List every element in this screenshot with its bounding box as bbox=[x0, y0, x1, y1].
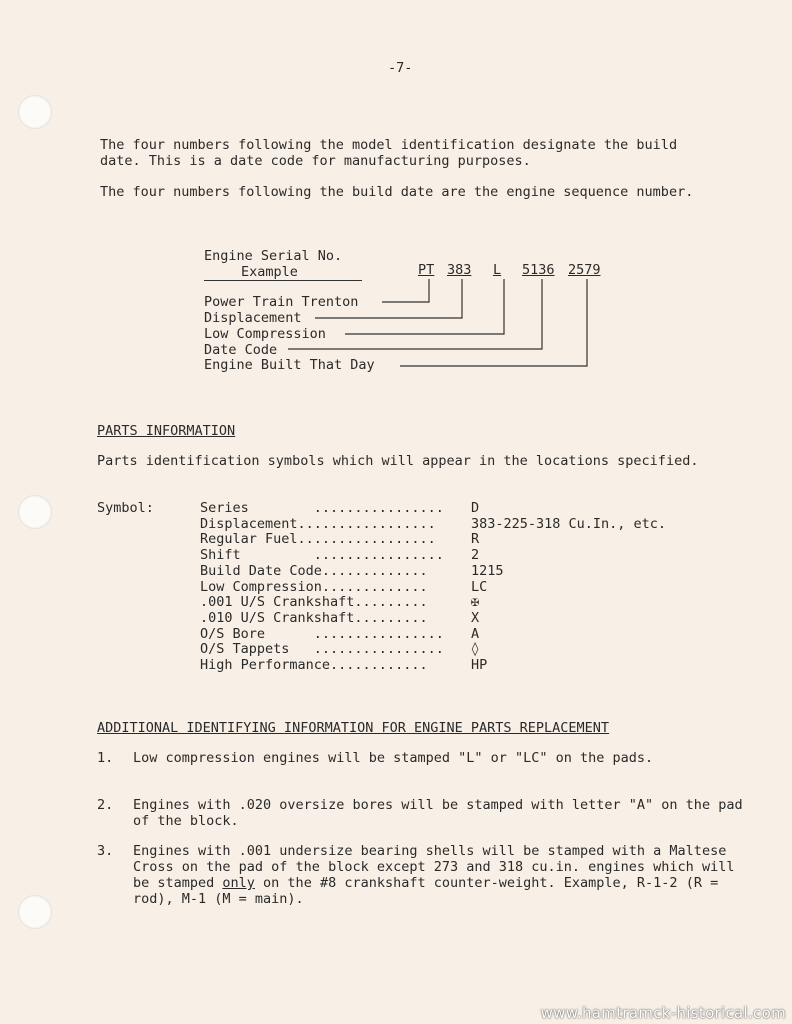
symbol-value: 2 bbox=[471, 547, 480, 563]
parts-info-intro: Parts identification symbols which will appear in the locations specified. bbox=[97, 453, 699, 469]
maltese-cross-icon: ✠ bbox=[471, 594, 480, 610]
serial-label-displacement: Displacement bbox=[204, 310, 302, 326]
list-text: Engines with .020 oversize bores will be stamped with letter "A" on the pad of the block. bbox=[133, 797, 743, 829]
serial-code-date: 5136 bbox=[522, 262, 555, 278]
symbol-name: Regular Fuel................. bbox=[200, 531, 436, 547]
list-text-part: on the #8 crankshaft counter-weight. Example, R-1-2 (R = rod), M-1 (M = main). bbox=[133, 875, 719, 907]
symbol-name: High Performance............ bbox=[200, 657, 428, 673]
intro-paragraph-1: The four numbers following the model identification designate the build date. This is a date code for manufacturing purposes. bbox=[100, 137, 678, 169]
symbol-name: O/S Bore ................ bbox=[200, 626, 444, 642]
symbol-name: Low Compression............. bbox=[200, 579, 428, 595]
intro-paragraph-2: The four numbers following the build date are the engine sequence number. bbox=[100, 184, 694, 200]
symbol-name: Build Date Code............. bbox=[200, 563, 428, 579]
symbol-name: .010 U/S Crankshaft......... bbox=[200, 610, 428, 626]
symbol-value: 1215 bbox=[471, 563, 504, 579]
symbol-value: A bbox=[471, 626, 480, 642]
symbol-value: R bbox=[471, 531, 480, 547]
symbol-name: .001 U/S Crankshaft......... bbox=[200, 594, 428, 610]
page-number: -7- bbox=[388, 60, 413, 76]
symbol-value: HP bbox=[471, 657, 488, 673]
serial-label-sequence: Engine Built That Day bbox=[204, 357, 375, 373]
symbol-value: X bbox=[471, 610, 480, 626]
symbol-value: 383-225-318 Cu.In., etc. bbox=[471, 516, 667, 532]
serial-code-plant: PT bbox=[418, 262, 435, 278]
serial-code-displacement: 383 bbox=[447, 262, 472, 278]
serial-subtitle: Example bbox=[204, 264, 362, 281]
serial-title: Engine Serial No. bbox=[204, 248, 343, 264]
serial-label-compression: Low Compression bbox=[204, 326, 326, 342]
symbol-value: D bbox=[471, 500, 480, 516]
parts-info-heading: PARTS INFORMATION bbox=[97, 423, 236, 439]
symbol-name: Shift ................ bbox=[200, 547, 444, 563]
serial-label-plant: Power Train Trenton bbox=[204, 294, 359, 310]
symbol-name: Displacement................. bbox=[200, 516, 436, 532]
symbol-value: LC bbox=[471, 579, 488, 595]
list-number: 3. bbox=[97, 843, 114, 859]
watermark: www.hamtramck-historical.com bbox=[540, 1004, 786, 1022]
list-text-part: Engines with .001 undersize bearing shells will be stamped with a Maltese Cross on the pad of the block except 273 and 318 cu.in. engines which will be stamped bbox=[133, 843, 735, 891]
list-text: Low compression engines will be stamped "L" or "LC" on the pads. bbox=[133, 750, 654, 766]
serial-code-compression: L bbox=[493, 262, 502, 278]
symbol-name: Series ................ bbox=[200, 500, 444, 516]
list-number: 2. bbox=[97, 797, 114, 813]
diamond-icon: ◊ bbox=[471, 641, 480, 657]
additional-info-heading: ADDITIONAL IDENTIFYING INFORMATION FOR ENGINE PARTS REPLACEMENT bbox=[97, 720, 610, 736]
symbol-label: Symbol: bbox=[97, 500, 154, 516]
emphasis-only: only bbox=[222, 875, 255, 891]
symbol-name: O/S Tappets ................ bbox=[200, 641, 444, 657]
serial-label-date: Date Code bbox=[204, 342, 278, 358]
list-number: 1. bbox=[97, 750, 114, 766]
list-text bbox=[133, 843, 743, 907]
serial-code-sequence: 2579 bbox=[568, 262, 601, 278]
